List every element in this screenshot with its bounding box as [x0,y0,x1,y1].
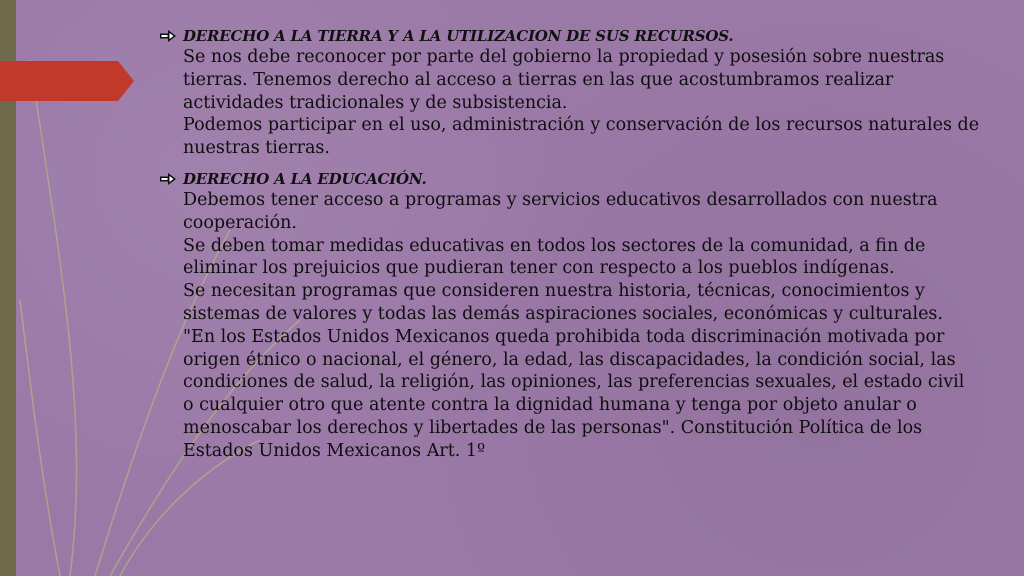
item-paragraph: Se nos debe reconocer por parte del gobierno la propiedad y posesión sobre nuestras tierras. Tenemos derecho al acceso a tierras en las que acostumbramos realizar actividades tradicionales y de subsistencia. [183,47,945,113]
item-paragraph: Debemos tener acceso a programas y servicios educativos desarrollados con nuestra cooperación. [183,189,938,233]
accent-arrow-tab [0,61,134,101]
bullet-list [160,26,980,472]
arrow-right-icon [160,30,176,42]
item-paragraph: "En los Estados Unidos Mexicanos queda prohibida toda discriminación motivada por origen étnico o nacional, el género, la edad, las discapacidades, la condición social, las condiciones de salud, la religión, las opiniones, las preferencias sexuales, el estado civil o cualquier otro que atente contra la dignidad humana y tenga por objeto anular o menoscabar los derechos y libertades de las personas". Constitución Política de los Estados Unidos Mexicanos Art. 1º [183,326,965,461]
list-item-land-rights [160,26,980,160]
item-heading: DERECHO A LA TIERRA Y A LA UTILIZACION DE SUS RECURSOS. [183,27,734,45]
item-heading: DERECHO A LA EDUCACIÓN. [183,169,427,188]
arrow-right-icon [160,173,176,185]
item-paragraph: Se deben tomar medidas educativas en todos los sectores de la comunidad, a fin de eliminar los prejuicios que pudieran tener con respecto a los pueblos indígenas. [183,235,926,279]
list-item-education-rights [160,169,980,463]
item-paragraph: Se necesitan programas que consideren nuestra historia, técnicas, conocimientos y sistemas de valores y todas las demás aspiraciones sociales, económicas y culturales. [183,281,943,324]
item-paragraph: Podemos participar en el uso, administración y conservación de los recursos naturales de nuestras tierras. [183,115,980,159]
